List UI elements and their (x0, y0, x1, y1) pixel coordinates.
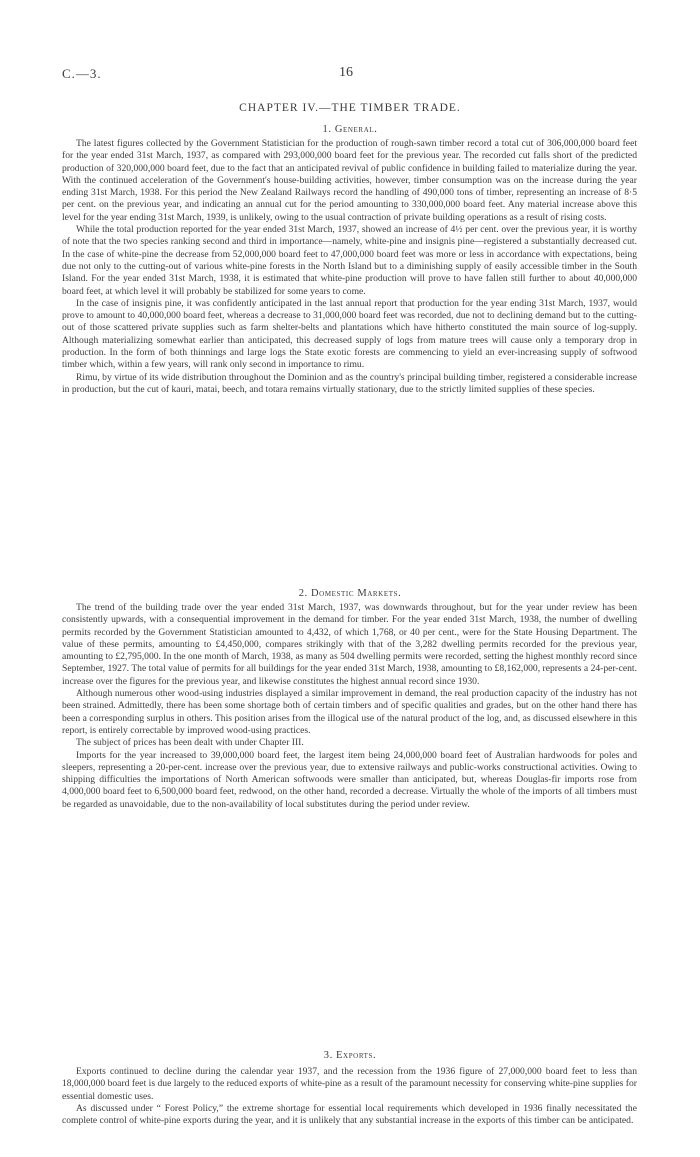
paragraph: The trend of the building trade over the year ended 31st March, 1937, was downwards throughout, but for the year under review has been consistently upwards, with a consequential improvement in the demand for timber. For the year ended 31st March, 1938, the number of dwelling permits recorded by the Government Statistician amounted to 4,432, of which 1,768, or 40 per cent., were for the State Housing Department. The value of these permits, amounting to £4,450,000, compares strikingly with that of the 3,282 dwelling permits recorded for the previous year, amounting to £2,795,000. In the one month of March, 1938, as many as 504 dwelling permits were recorded, setting the highest monthly record since September, 1927. The total value of permits for all buildings for the year ended 31st March, 1938, amounting to £8,162,000, represents a 24-per-cent. increase over the figures for the previous year, and likewise constitutes the highest annual record since 1930. (62, 602, 637, 687)
section-heading-domestic-markets: 2. Domestic Markets. (298, 588, 402, 599)
paragraph: Rimu, by virtue of its wide distribution throughout the Dominion and as the country's principal building timber, registered a considerable increase in production, but the cut of kauri, matai, beech, and totara remains virtually stationary, due to the strictly limited supplies of these species. (62, 371, 637, 395)
paragraph: Although numerous other wood-using industries displayed a similar improvement in demand, the real production capacity of the industry has not been strained. Admittedly, there has been some shortage both of certain timbers and of specific qualities and grades, but on the other hand there has been a corresponding surplus in others. This position arises from the illogical use of the natural product of the log, and, as discussed elsewhere in this report, is entirely correctable by improved wood-using practices. (62, 688, 637, 736)
paragraph: Exports continued to decline during the calendar year 1937, and the recession from the 1936 figure of 27,000,000 board feet to less than 18,000,000 board feet is due largely to the reduced exports of white-pine as a result of the paramount necessity for conserving white-pine supplies for essential domestic uses. (62, 1066, 637, 1102)
chapter-title: CHAPTER IV.—THE TIMBER TRADE. (239, 102, 461, 114)
section-body-domestic-markets (62, 602, 637, 811)
document-reference: C.—3. (62, 66, 102, 81)
page-number: 16 (339, 65, 353, 80)
section-body-exports (62, 1066, 637, 1127)
paragraph: The subject of prices has been dealt with under Chapter III. (76, 737, 304, 749)
section-heading-general: 1. General. (322, 124, 378, 135)
paragraph: While the total production reported for the year ended 31st March, 1937, showed an increase of 4½ per cent. over the previous year, it is worthy of note that the two species ranking second and third in importance—namely, white-pine and insignis pine—registered a substantially decreased cut. In the case of white-pine the decrease from 52,000,000 board feet to 47,000,000 board feet was more or less in accordance with expectations, being due not only to the cutting-out of various white-pine forests in the North Island but to a diminishing supply of easily accessible timber in the South Island. For the year ended 31st March, 1938, it is estimated that white-pine production will prove to have fallen still further to about 40,000,000 board feet, at which level it will probably be stabilized for some years to come. (62, 224, 637, 297)
paragraph: The latest figures collected by the Government Statistician for the production of rough-sawn timber record a total cut of 306,000,000 board feet for the year ended 31st March, 1937, as compared with 293,000,000 board feet for the previous year. The recorded cut falls short of the predicted production of 320,000,000 board feet, due to the fact that an anticipated revival of public confidence in building failed to materialize during the year. With the continued acceleration of the Government's house-building activities, however, timber consumption was on the increase during the year ending 31st March, 1938. For this period the New Zealand Railways record the handling of 490,000 tons of timber, representing an increase of 8·5 per cent. on the previous year, and indicating an annual cut for the period amounting to 330,000,000 board feet. Any material increase above this level for the year ending 31st March, 1939, is unlikely, owing to the usual contraction of private building operations as a result of rising costs. (62, 138, 637, 223)
section-heading-exports: 3. Exports. (323, 1050, 377, 1061)
paragraph: As discussed under “ Forest Policy,” the extreme shortage for essential local requirements which developed in 1936 finally necessitated the complete control of white-pine exports during the year, and it is unlikely that any substantial increase in the exports of this timber can be anticipated. (62, 1102, 637, 1127)
section-body-general (62, 138, 637, 396)
paragraph: Imports for the year increased to 39,000,000 board feet, the largest item being 24,000,000 board feet of Australian hardwoods for poles and sleepers, representing a 20-per-cent. increase over the previous year, due to extensive railways and public-works constructional activities. Owing to shipping difficulties the importations of North American softwoods were smaller than anticipated, but, whereas Douglas-fir imports rose from 4,000,000 board feet to 6,500,000 board feet, redwood, on the other hand, recorded a decrease. Virtually the whole of the imports of all timbers must be regarded as unavoidable, due to the non-availability of local substitutes during the period under review. (62, 749, 637, 810)
paragraph: In the case of insignis pine, it was confidently anticipated in the last annual report that production for the year ending 31st March, 1937, would prove to amount to 40,000,000 board feet, whereas a decrease to 31,000,000 board feet was recorded, due not to declining demand but to the cutting-out of those scattered private supplies such as farm shelter-belts and plantations which have hitherto constituted the main source of log-supply. Although materializing somewhat earlier than anticipated, this decreased supply of logs from mature trees will cause only a temporary drop in production. In the form of both thinnings and large logs the State exotic forests are commencing to yield an ever-increasing supply of softwood timber which, within a few years, will rank only second in importance to rimu. (62, 297, 637, 371)
